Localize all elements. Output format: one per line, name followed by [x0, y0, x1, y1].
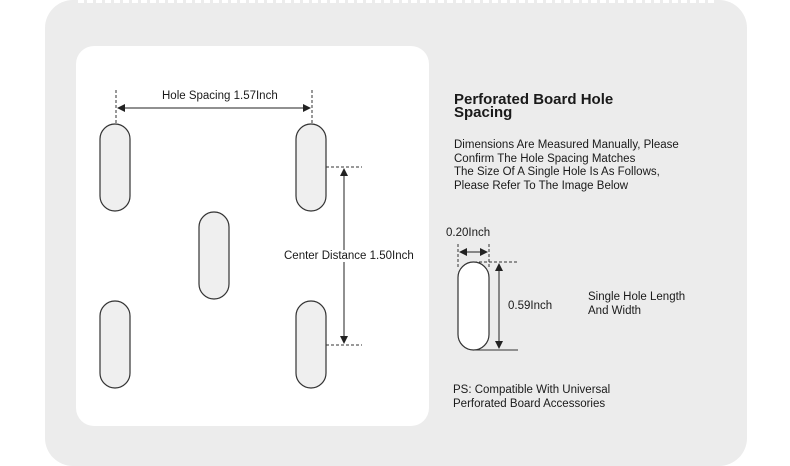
description-line: The Size Of A Single Hole Is As Follows, — [454, 166, 660, 178]
ps-note — [453, 384, 663, 411]
hole-top-left — [100, 124, 130, 211]
description-line: Confirm The Hole Spacing Matches — [454, 152, 636, 165]
caption-line: And Width — [588, 304, 642, 317]
hole-spacing-label: Hole Spacing 1.57Inch — [162, 90, 278, 102]
description — [454, 139, 704, 193]
hole-bottom-right — [296, 301, 326, 388]
caption-line: Single Hole Length — [588, 291, 686, 303]
single-hole-caption — [588, 291, 718, 318]
ps-line: Perforated Board Accessories — [453, 397, 606, 410]
center-distance-label: Center Distance 1.50Inch — [284, 250, 414, 262]
hole-bottom-left — [100, 301, 130, 388]
single-hole-width-label: 0.20Inch — [446, 227, 491, 239]
single-hole-length-label: 0.59Inch — [508, 300, 553, 312]
description-line: Please Refer To The Image Below — [454, 179, 629, 192]
page-title: Perforated Board Hole Spacing — [454, 91, 614, 121]
ps-line: PS: Compatible With Universal — [453, 384, 611, 396]
description-line: Dimensions Are Measured Manually, Please — [454, 139, 679, 151]
hole-top-right — [296, 124, 326, 211]
hole-center — [199, 212, 229, 299]
single-hole — [458, 262, 489, 350]
